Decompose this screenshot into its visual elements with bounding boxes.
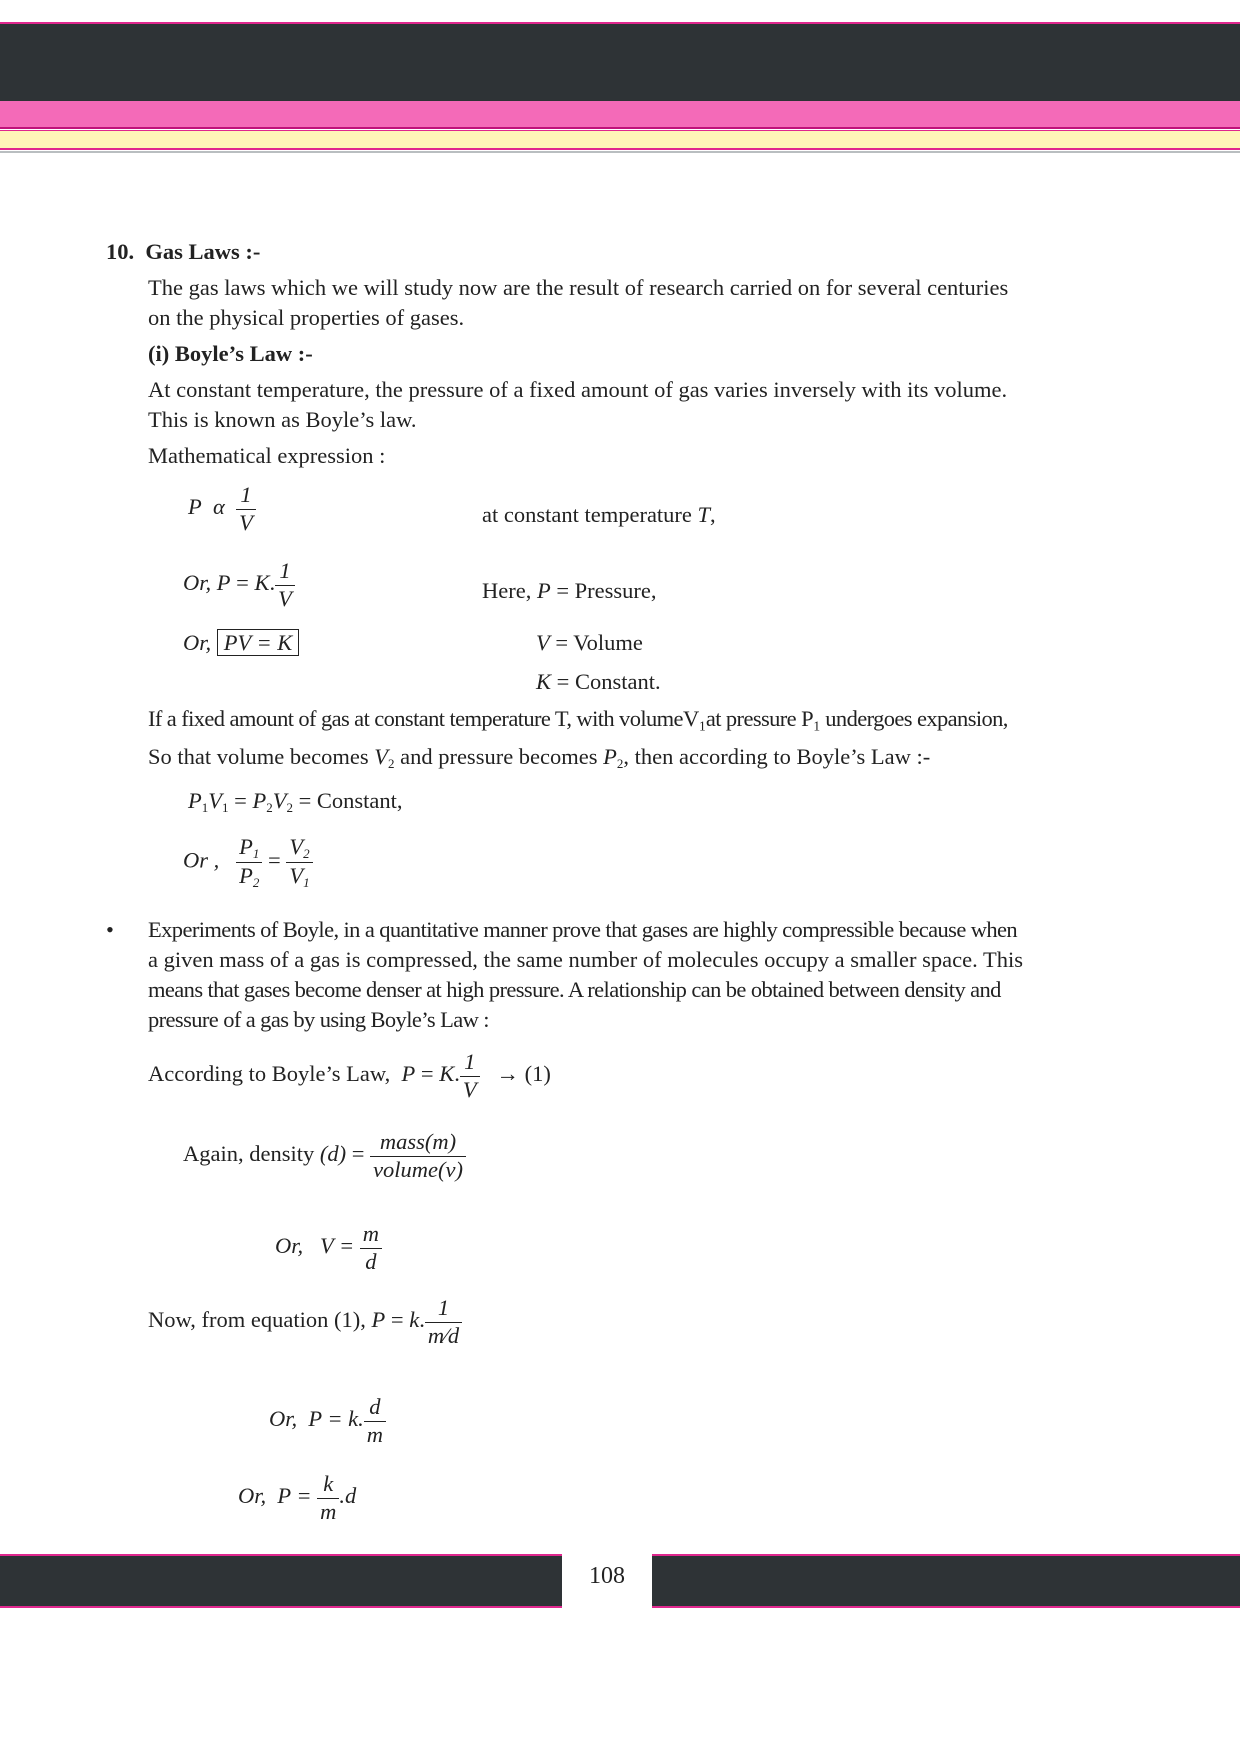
volume-definition: V = Volume <box>536 630 643 655</box>
pressure-definition: Here, P = Pressure, <box>482 578 657 603</box>
equation-v-equals-m-over-d: Or, V = $\frac{m}{d}$ <box>275 1223 382 1273</box>
equation-p-equals-kd-over-m: Or, P = k. $\frac{d}{m}$ <box>269 1396 386 1446</box>
at-constant-temperature: at constant temperature T, <box>482 502 716 527</box>
equation-p-equals-k-over-v: Or, P = K. $\frac{1}{V}$ <box>183 560 295 610</box>
header-pink-band <box>0 101 1240 129</box>
footer-right-band <box>652 1554 1240 1608</box>
expansion-line-1: If a fixed amount of gas at constant temperature T, with volumeV₁at pressure P₁ undergoes expansion, <box>148 706 1008 731</box>
experiments-line-3: means that gases become denser at high pressure. A relationship can be obtained between density and <box>148 977 1001 1002</box>
section-heading: 10. Gas Laws :- <box>106 239 261 264</box>
experiments-line-4: pressure of a gas by using Boyle’s Law : <box>148 1007 489 1032</box>
header-grey-line <box>0 151 1240 153</box>
page-number: 108 <box>589 1563 625 1589</box>
math-expression-label: Mathematical expression : <box>148 443 386 468</box>
intro-line-2: on the physical properties of gases. <box>148 305 465 330</box>
equation-ratio: Or , $\frac{P_1}{P_2}$ = $\frac{V_2}{V_1}$ <box>183 836 313 889</box>
boyle-definition-2: This is known as Boyle’s law. <box>148 407 417 432</box>
equation-proportional: P α $\frac{1}{V}$ <box>188 484 256 534</box>
header-dark-band <box>0 22 1240 102</box>
experiments-line-1: Experiments of Boyle, in a quantitative manner prove that gases are highly compressible because when <box>148 917 1018 942</box>
footer-left-band <box>0 1554 562 1608</box>
equation-density: Again, density (d) = $\frac{\text{mass(m)}}{\text{volume(v)}}$ <box>183 1131 466 1181</box>
constant-definition: K = Constant. <box>536 669 661 694</box>
boyle-heading: (i) Boyle’s Law :- <box>148 341 313 366</box>
experiments-line-2: a given mass of a gas is compressed, the same number of molecules occupy a smaller space. This <box>148 947 1023 972</box>
equation-according-boyle: According to Boyle’s Law, P = K. $\frac{1}{V}$ → (1) <box>148 1049 551 1102</box>
expansion-line-2: So that volume becomes $V_2$ and pressure becomes $P_2$, then according to Boyle’s Law :- <box>148 744 931 771</box>
equation-p-equals-k-over-m-d: Or, P = $\frac{k}{m}$ .d <box>238 1471 357 1524</box>
bullet-icon: • <box>106 917 114 942</box>
boyle-definition-1: At constant temperature, the pressure of a fixed amount of gas varies inversely with its volume. <box>148 377 1008 402</box>
intro-line-1: The gas laws which we will study now are the result of research carried on for several centuries <box>148 275 1009 300</box>
equation-from-eq1: Now, from equation (1), P = k. $\frac{1}{m⁄d}$ <box>148 1297 462 1347</box>
header-cream-band <box>0 130 1240 150</box>
equation-p1v1-p2v2: $P_1V_1 = P_2V_2$ = Constant, <box>188 788 403 815</box>
equation-pv-equals-k: Or, PV = K <box>183 628 299 658</box>
